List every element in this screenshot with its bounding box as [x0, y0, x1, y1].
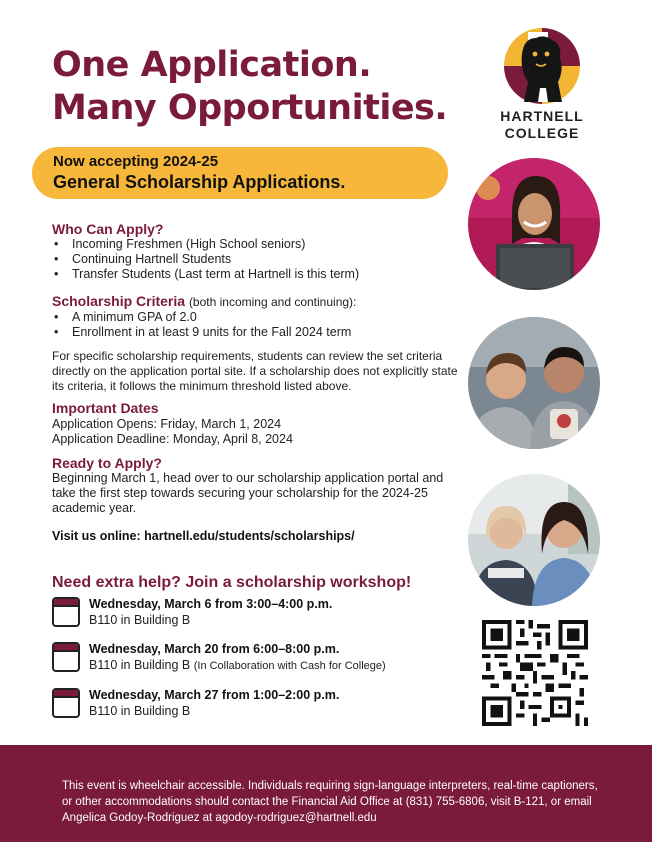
criteria-list — [52, 310, 351, 340]
workshop-date: Wednesday, March 27 from 1:00–2:00 p.m. — [89, 688, 340, 702]
logo-wordmark — [492, 108, 592, 142]
workshop-location-text: B110 in Building B — [89, 658, 191, 672]
logo-line-1: HARTNELL — [500, 108, 584, 124]
calendar-icon — [52, 642, 80, 672]
student-photo-two-women — [468, 474, 600, 606]
workshop-event — [52, 642, 452, 674]
list-item: • Incoming Freshmen (High School seniors) — [52, 237, 359, 252]
workshop-location — [89, 658, 386, 672]
hartnell-college-logo — [492, 24, 592, 144]
workshop-location-text: B110 in Building B — [89, 704, 191, 718]
workshop-location — [89, 704, 190, 718]
banner-line-2: General Scholarship Applications. — [53, 172, 346, 192]
criteria-title — [52, 293, 356, 310]
criteria-title-text: Scholarship Criteria — [52, 293, 186, 309]
page-headline — [52, 44, 492, 130]
list-item: • Transfer Students (Last term at Hartnell is this term) — [52, 267, 359, 282]
logo-line-2: COLLEGE — [504, 125, 580, 141]
workshop-title: Need extra help? Join a scholarship workshop! — [52, 574, 412, 591]
student-photo-laptop — [468, 158, 600, 290]
application-opens: Application Opens: Friday, March 1, 2024 — [52, 417, 282, 431]
list-item: • Continuing Hartnell Students — [52, 252, 359, 267]
ready-to-apply-text: Beginning March 1, head over to our scholarship application portal and take the first step towards securing your scholarship for the 2024-25 academic year. — [52, 471, 444, 515]
important-dates-title: Important Dates — [52, 400, 159, 416]
who-can-apply-title: Who Can Apply? — [52, 221, 164, 237]
banner-line-1: Now accepting 2024-25 — [53, 153, 219, 170]
criteria-note: (both incoming and continuing): — [188, 295, 357, 309]
workshop-date: Wednesday, March 20 from 6:00–8:00 p.m. — [89, 642, 340, 656]
accepting-applications-banner — [32, 147, 448, 199]
panther-mascot-icon — [492, 24, 592, 108]
criteria-paragraph: For specific scholarship requirements, students can review the set criteria directly on the application portal site. If a scholarship does not explicitly state its criteria, it follows the minimum threshold listed above. — [52, 349, 458, 393]
accessibility-notice: This event is wheelchair accessible. Individuals requiring sign-language interpreters, real-time captioners, or other accommodations should contact the Financial Aid Office at (831) 755-6806, visit B-121, or email Angelica Godoy-Rodriguez at agodoy-rodriguez@hartnell.edu — [62, 780, 598, 824]
workshop-location — [89, 613, 190, 627]
who-can-apply-list — [52, 237, 359, 282]
workshop-event — [52, 688, 452, 720]
accessibility-footer — [0, 745, 652, 842]
workshop-event — [52, 597, 452, 629]
application-deadline: Application Deadline: Monday, April 8, 2024 — [52, 432, 293, 446]
visit-online-link[interactable]: Visit us online: hartnell.edu/students/scholarships/ — [52, 529, 355, 543]
student-photo-two-students — [468, 317, 600, 449]
list-item: • Enrollment in at least 9 units for the Fall 2024 term — [52, 325, 351, 340]
workshop-location-text: B110 in Building B — [89, 613, 191, 627]
qr-code[interactable] — [482, 620, 588, 726]
headline-line-1: One Application. — [52, 45, 372, 85]
calendar-icon — [52, 688, 80, 718]
calendar-icon — [52, 597, 80, 627]
ready-to-apply-title: Ready to Apply? — [52, 455, 162, 471]
list-item: • A minimum GPA of 2.0 — [52, 310, 351, 325]
workshop-note: (In Collaboration with Cash for College) — [193, 660, 386, 672]
workshop-date: Wednesday, March 6 from 3:00–4:00 p.m. — [89, 597, 333, 611]
headline-line-2: Many Opportunities. — [52, 88, 448, 128]
